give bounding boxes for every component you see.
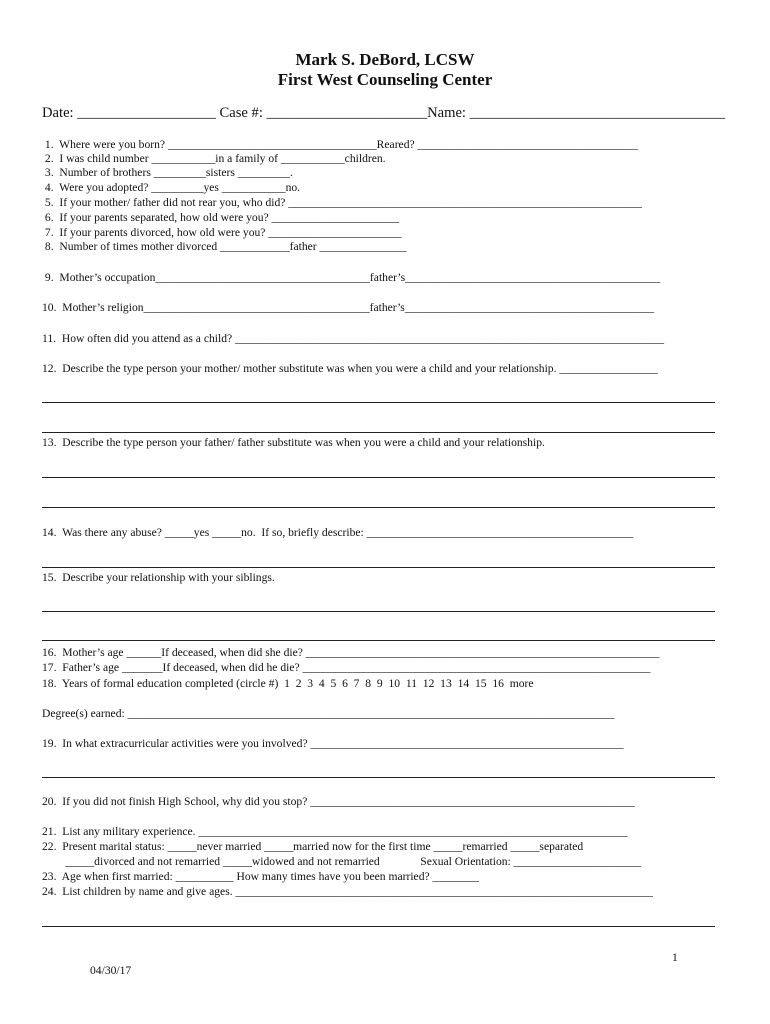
page-number: 1 <box>672 951 678 964</box>
question-10[interactable]: 10. Mother’s religion_______________________________________father’s___________________________________________ <box>42 301 655 314</box>
answer-line-13b[interactable] <box>42 507 715 508</box>
question-6[interactable]: 6. If your parents separated, how old were you? ______________________ <box>42 211 400 224</box>
question-24[interactable]: 24. List children by name and give ages. ________________________________________________________________________ <box>42 885 653 898</box>
question-13[interactable]: 13. Describe the type person your father/ father substitute was when you were a child and your relationship. <box>42 436 545 449</box>
answer-line-13a[interactable] <box>42 477 715 478</box>
question-1[interactable]: 1. Where were you born? ____________________________________Reared? ______________________________________ <box>42 138 638 151</box>
question-3[interactable]: 3. Number of brothers _________sisters _________. <box>42 166 293 179</box>
answer-line-15b[interactable] <box>42 640 715 641</box>
question-7[interactable]: 7. If your parents divorced, how old were you? _______________________ <box>42 226 402 239</box>
revision-date: 04/30/17 <box>90 964 132 977</box>
counselor-name: Mark S. DeBord, LCSW <box>295 50 475 69</box>
degrees-earned[interactable]: Degree(s) earned: ____________________________________________________________________________________ <box>42 707 615 720</box>
center-name: First West Counseling Center <box>277 70 493 89</box>
question-23[interactable]: 23. Age when first married: __________ How many times have you been married? ________ <box>42 870 479 883</box>
question-19[interactable]: 19. In what extracurricular activities were you involved? ______________________________________________________ <box>42 737 624 750</box>
question-9[interactable]: 9. Mother’s occupation_____________________________________father’s____________________________________________ <box>42 271 661 284</box>
question-18[interactable]: 18. Years of formal education completed (circle #) 1 2 3 4 5 6 7 8 9 10 11 12 13 14 15 16 more <box>42 677 534 690</box>
answer-line-19[interactable] <box>42 777 715 778</box>
question-15[interactable]: 15. Describe your relationship with your siblings. <box>42 571 275 584</box>
question-12[interactable]: 12. Describe the type person your mother/ mother substitute was when you were a child and your relationship. _________________ <box>42 362 658 375</box>
question-22[interactable]: 22. Present marital status: _____never married _____married now for the first time _____remarried _____separated <box>42 840 584 853</box>
question-20[interactable]: 20. If you did not finish High School, why did you stop? ________________________________________________________ <box>42 795 635 808</box>
question-14[interactable]: 14. Was there any abuse? _____yes _____no. If so, briefly describe: ______________________________________________ <box>42 526 634 539</box>
answer-line-12a[interactable] <box>42 402 715 403</box>
date-case-name-line[interactable]: Date: ___________________ Case #: ______________________Name: ___________________________________ <box>42 105 726 121</box>
question-2[interactable]: 2. I was child number ___________in a family of ___________children. <box>42 152 386 165</box>
answer-line-24[interactable] <box>42 926 715 927</box>
question-22-continued[interactable]: _____divorced and not remarried _____widowed and not remarried Sexual Orientation: ______________________ <box>42 855 642 868</box>
question-11[interactable]: 11. How often did you attend as a child? __________________________________________________________________________ <box>42 332 665 345</box>
question-21[interactable]: 21. List any military experience. __________________________________________________________________________ <box>42 825 628 838</box>
question-17[interactable]: 17. Father’s age _______If deceased, when did he die? ____________________________________________________________ <box>42 661 651 674</box>
answer-line-15a[interactable] <box>42 611 715 612</box>
question-5[interactable]: 5. If your mother/ father did not rear you, who did? _____________________________________________________________ <box>42 196 642 209</box>
question-4[interactable]: 4. Were you adopted? _________yes ___________no. <box>42 181 301 194</box>
answer-line-12b[interactable] <box>42 432 715 433</box>
question-8[interactable]: 8. Number of times mother divorced ____________father _______________ <box>42 240 407 253</box>
question-16[interactable]: 16. Mother’s age ______If deceased, when did she die? _____________________________________________________________ <box>42 646 660 659</box>
answer-line-14[interactable] <box>42 567 715 568</box>
